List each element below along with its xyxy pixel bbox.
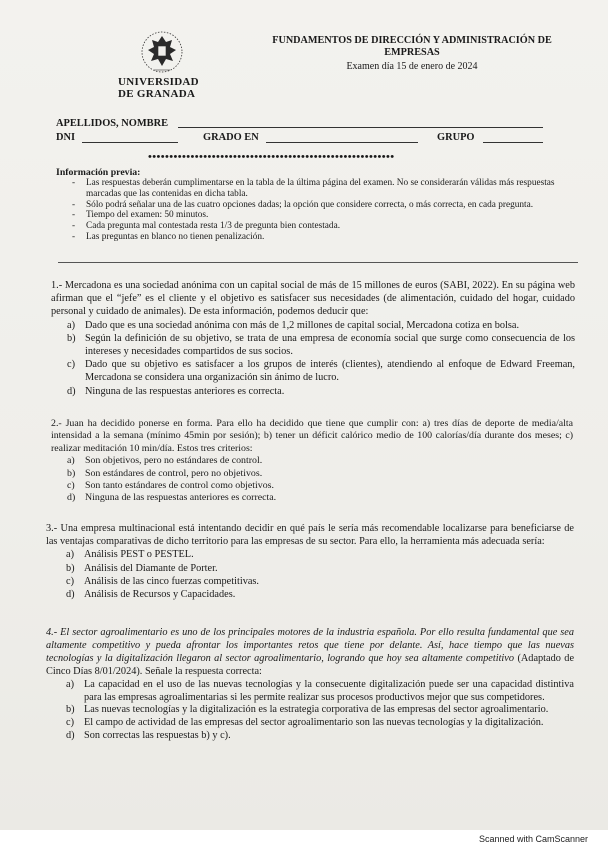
list-item: - Cada pregunta mal contestada resta 1/3 de pregunta bien contestada. — [72, 221, 341, 232]
question-2-option-a[interactable]: a) Son objetivos, pero no estándares de control. — [67, 455, 263, 467]
question-3-option-b[interactable]: b) Análisis del Diamante de Porter. — [66, 562, 218, 574]
surname-label: APELLIDOS, NOMBRE — [56, 118, 169, 129]
question-2 — [51, 418, 573, 505]
group-label: GRUPO — [437, 132, 475, 143]
university-crest-icon — [140, 30, 184, 76]
question-3-option-c[interactable]: c) Análisis de las cinco fuerzas competitivas. — [66, 575, 259, 587]
question-4-option-c[interactable]: c) El campo de actividad de las empresas del sector agroalimentario son las nuevas tecnologías y la digitalización. — [66, 717, 544, 729]
degree-field[interactable] — [266, 142, 418, 143]
question-1-option-a[interactable]: a) Dado que es una sociedad anónima con más de 1,2 millones de capital social, Mercadona cotiza en bolsa. — [67, 319, 520, 331]
question-4 — [46, 627, 574, 743]
question-3-stem: 3.- Una empresa multinacional está intentando decidir en qué país le sería más recomendable localizarse para beneficiarse de las ventajas comparativas de dicho territorio para las empresas de su sector. Para ello, la herramienta más adecuada sería: — [46, 523, 574, 548]
info-list — [58, 178, 578, 243]
question-4-option-d[interactable]: d) Son correctas las respuestas b) y c). — [66, 730, 231, 742]
surname-field[interactable] — [178, 127, 543, 128]
course-title: FUNDAMENTOS DE DIRECCIÓN Y ADMINISTRACIÓN DE EMPRESAS — [272, 35, 552, 58]
dni-label: DNI — [56, 132, 76, 143]
question-1-option-b[interactable]: b) Según la definición de su objetivo, se trata de una empresa de economía social que surge como consecuencia de los intereses y necesidades compartidos de sus socios. — [67, 332, 575, 358]
list-item: - Las preguntas en blanco no tienen penalización. — [72, 231, 265, 242]
list-item: - Sólo podrá señalar una de las cuatro opciones dadas; la opción que considere correcta, o más correcta, en cada pregunta. — [72, 199, 534, 210]
question-2-stem: 2.- Juan ha decidido ponerse en forma. Para ello ha decidido que tiene que cumplir con: a) tres días de deporte de media/alta intensidad a la semana (mínimo 45min por sesión); b) tener un déficit calórico medio de 100 calorías/día durante dos meses; c) realizar meditación 10 min/día. Estos tres criterios: — [51, 418, 573, 454]
list-item: - Tiempo del examen: 50 minutos. — [72, 210, 209, 221]
question-1-stem: 1.- Mercadona es una sociedad anónima con un capital social de más de 15 millones de euros (SABI, 2022). En su página web afirman que el “jefe” es el cliente y el objetivo es satisfacer sus necesidades (de alimentación, cuidado del hogar, cuidado personal y cuidado de animales). De esta información, podemos deducir que: — [51, 280, 575, 318]
list-item: - Las respuestas deberán cumplimentarse en la tabla de la última página del examen. No se considerarán válidas más respuestas marcadas que las contenidas en dicha tabla. — [72, 178, 555, 199]
info-heading: Información previa: — [56, 167, 141, 178]
question-4-stem: 4.- El sector agroalimentario es uno de los principales motores de la industria española. Por ello resulta fundamental que sea altamente competitivo y pueda afrontar los importantes retos que tiene por delante. Así, hace tiempo que las nuevas tecnologías y la digitalización llegaron al sector agroalimentario, logrando que hoy sea altamente competitivo (Adaptado de Cinco Días 8/01/2024). Señale la respuesta correcta: — [46, 627, 575, 677]
question-4-option-b[interactable]: b) Las nuevas tecnologías y la digitalización es la estrategia corporativa de las empresas del sector agroalimentario. — [66, 704, 549, 716]
university-name: UNIVERSIDAD DE GRANADA — [118, 76, 199, 100]
question-4-option-a[interactable]: a) La capacidad en el uso de las nuevas tecnologías y la consecuente digitalización puede ser una capacidad distintiva para las empresas agroalimentarias si les permite realizar sus procesos productivos mejor que sus competidores. — [66, 678, 574, 703]
question-1 — [51, 279, 575, 398]
scanner-watermark: Scanned with CamScanner — [478, 834, 588, 844]
question-1-option-d[interactable]: d) Ninguna de las respuestas anteriores es correcta. — [67, 385, 285, 397]
question-3-option-a[interactable]: a) Análisis PEST o PESTEL. — [66, 549, 194, 561]
question-3-option-d[interactable]: d) Análisis de Recursos y Capacidades. — [66, 589, 236, 601]
question-3 — [46, 522, 574, 601]
question-2-option-b[interactable]: b) Son estándares de control, pero no objetivos. — [67, 467, 263, 479]
group-field[interactable] — [483, 142, 543, 143]
dni-field[interactable] — [82, 142, 178, 143]
degree-label: GRADO EN — [203, 132, 259, 143]
divider — [58, 262, 578, 263]
question-1-option-c[interactable]: c) Dado que su objetivo es satisfacer a los grupos de interés (clientes), atendiendo al enfoque de Edward Freeman, Mercadona se considera una organización sin ánimo de lucro. — [67, 359, 575, 384]
question-2-option-c[interactable]: c) Son tanto estándares de control como objetivos. — [67, 480, 274, 492]
question-2-option-d[interactable]: d) Ninguna de las respuestas anteriores es correcta. — [67, 492, 277, 504]
exam-date: Examen día 15 de enero de 2024 — [346, 61, 478, 72]
dotted-separator: •••••••••••••••••••••••••••••••••••••••••••••••••••••••••• — [148, 151, 395, 163]
